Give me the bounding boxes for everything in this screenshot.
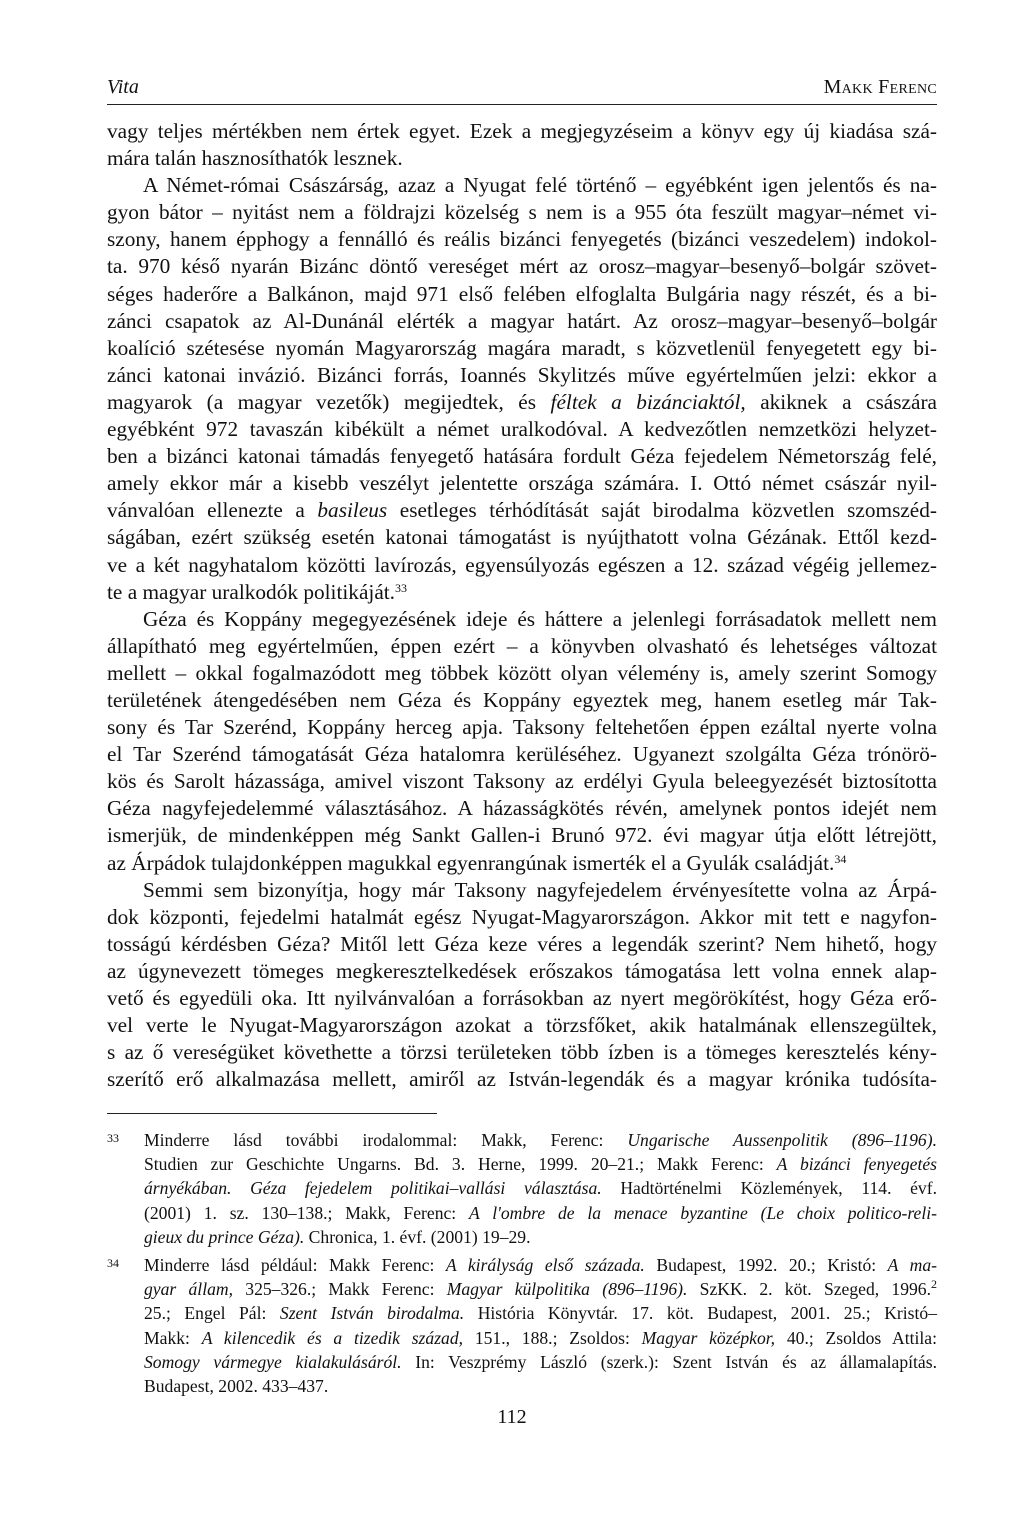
text-run: vánvalóan ellenezte a [107, 498, 318, 523]
text-run: esetleges térhódítását saját birodalma közvetlen szomszéd- [387, 498, 937, 523]
text-line: Géza és Koppány megegyezésének ideje és háttere a jelenlegi forrásadatok mellett nem [143, 606, 937, 631]
text-line: ben a bizánci katonai támadás fenyegető hatására fordult Géza fejedelem Németország felé, [107, 444, 937, 469]
italic-run: árnyékában. Géza fejedelem politikai–vallási választása. [144, 1178, 602, 1199]
text-run: Hadtörténelmi Közlemények, 114. évf. [601, 1178, 937, 1199]
text-line: kös és Sarolt házassága, amivel viszont Taksony az erdélyi Gyula beleegyezését biztosította [107, 769, 937, 794]
text-line: ságában, ezért szükség esetén katonai támogatást is nyújthatott volna Gézának. Ettől kezd- [107, 525, 937, 550]
italic-run: A királyság első százada. [445, 1255, 645, 1276]
header-author: Makk Ferenc [823, 76, 937, 98]
text-line: mára talán hasznosíthatók lesznek. [107, 146, 403, 171]
text-run: Makk: [144, 1327, 202, 1348]
text-run: te a magyar uralkodók politikáját. [107, 579, 396, 604]
paragraph [107, 877, 937, 1094]
text-line: területének átengedésében nem Géza és Koppány egyeztek meg, hanem esetleg már Tak- [107, 687, 937, 712]
text-line [107, 497, 937, 524]
text-line: az úgynevezett tömeges megkeresztelkedések erőszakos támogatása lett volna ennek alap- [107, 958, 937, 983]
text-run: akiknek a császára [745, 389, 937, 414]
text-line: koalíció szétesése nyomán Magyarország magára maradt, s közvetlenül fenyegetett egy bi- [107, 335, 937, 360]
text-run: 151., 188.; Zsoldos: [463, 1327, 642, 1348]
italic-run: A bizánci fenyegetés [776, 1154, 938, 1175]
edition-superscript: 2 [931, 1277, 938, 1292]
text-line: mellett – okkal fogalmazódott meg többek között olyan vélemény is, amely szerint Somogy [107, 660, 937, 685]
text-run: Minderre lásd további irodalommal: Makk, Ferenc: [144, 1130, 628, 1150]
text-line: séges haderőre a Balkánon, majd 971 első felében elfoglalta Bulgária nagy részét, és a bi- [107, 281, 937, 306]
text-run: magyarok (a magyar vezetők) megijedtek, és [107, 389, 551, 414]
text-run: 25.; Engel Pál: [144, 1303, 280, 1324]
footnote-ref-33[interactable]: 33 [395, 580, 408, 595]
header-section-label: Vita [107, 76, 139, 98]
text-line: Semmi sem bizonyítja, hogy már Taksony nagyfejedelem érvényesítette volna az Árpá- [143, 877, 937, 902]
footnote-number: 34 [107, 1256, 119, 1271]
text-line: dok központi, fejedelmi hatalmát egész Nyugat-Magyarországon. Akkor mit tett e nagyfon- [107, 904, 937, 929]
text-run: (2001) 1. sz. 130–138.; Makk, Ferenc: [144, 1202, 469, 1223]
footnote-line [144, 1350, 937, 1374]
text-run: História Könyvtár. 17. köt. Budapest, 2001. 25.; Kristó– [464, 1303, 938, 1324]
footnote-line [144, 1201, 937, 1225]
text-line: gyon bátor – nyitást nem a földrajzi közelség s nem is a 955 óta feszült magyar–német vi- [107, 200, 937, 225]
footnote-line [144, 1152, 937, 1176]
text-line: vagy teljes mértékben nem értek egyet. Ezek a megjegyzéseim a könyv egy új kiadása szá- [107, 119, 937, 143]
italic-run: gieux du prince Géza). [144, 1226, 305, 1247]
footnotes [107, 1128, 937, 1402]
text-line: ve a két nagyhatalom közötti lavírozás, egyensúlyozás egészen a 12. század végéig jellemez- [107, 552, 937, 577]
italic-run: Szent István birodalma. [279, 1303, 465, 1324]
text-line: szony, hanem épphogy a fennálló és reális bizánci fenyegetés (bizánci veszedelem) indokol- [107, 227, 937, 252]
text-line: zánci csapatok az Al-Dunánál elérték a magyar határt. Az orosz–magyar–besenyő–bolgár [107, 308, 937, 333]
text-line: A Német-római Császárság, azaz a Nyugat felé történő – egyébként igen jelentős és na- [143, 173, 937, 198]
italic-run: basileus [317, 498, 388, 523]
footnote-line [144, 1128, 937, 1152]
text-run: 325–326.; Makk Ferenc: [233, 1279, 447, 1300]
footnote-number: 33 [107, 1131, 119, 1145]
text-run: SzKK. 2. köt. Szeged, 1996. [687, 1279, 932, 1300]
italic-run: Somogy vármegye kialakulásáról. [144, 1351, 402, 1372]
text-line: zánci katonai invázió. Bizánci forrás, Ioannés Skylitzés műve egyértelműen jelzi: ekkor a [107, 362, 937, 387]
page-number: 112 [497, 1406, 527, 1428]
text-line: egyébként 972 tavaszán kibékült a német uralkodóval. A kedvezőtlen nemzetközi helyzet- [107, 417, 937, 442]
italic-run: féltek a bizánciaktól, [550, 389, 746, 414]
text-line [107, 389, 937, 416]
text-line: amely ekkor már a kisebb veszélyt jelentette országa számára. I. Ottó német császár nyil- [107, 471, 937, 496]
text-line [107, 850, 937, 877]
italic-run: A ma- [887, 1255, 937, 1276]
text-line: állapítható meg egyértelműen, éppen ezért – a könyvben olvasható és lehetséges változat [107, 633, 937, 658]
footnote-line [144, 1277, 937, 1301]
text-run: Minderre lásd például: Makk Ferenc: [144, 1255, 446, 1276]
text-line: Géza nagyfejedelemmé választásához. A házasságkötés révén, amelynek pontos idejét nem [107, 796, 937, 821]
running-header [107, 74, 937, 105]
footnote-line: Budapest, 2002. 433–437. [144, 1376, 329, 1397]
main-text [107, 118, 937, 1093]
italic-run: A l'ombre de la menace byzantine (Le choix politico-reli- [469, 1202, 937, 1223]
footnote-33 [107, 1128, 937, 1249]
italic-run: Magyar középkor, [641, 1327, 776, 1348]
paragraph [107, 172, 937, 606]
text-line: vető és egyedüli oka. Itt nyilvánvalóan a forrásokban az nyert megörökítést, hogy Géza erő- [107, 986, 937, 1010]
footnote-ref-34[interactable]: 34 [834, 851, 847, 866]
text-run: az Árpádok tulajdonképpen magukkal egyenrangúnak ismerték el a Gyulák családját. [107, 850, 835, 875]
text-run: 40.; Zsoldos Attila: [775, 1327, 938, 1348]
footnote-line [144, 1301, 937, 1325]
text-line [107, 579, 937, 606]
footnote-line [144, 1176, 937, 1200]
italic-run: gyar állam, [144, 1279, 233, 1300]
text-run: In: Veszprémy László (szerk.): Szent István és az államalapítás. [401, 1351, 937, 1372]
text-line: s az ő vereségüket követhette a törzsi területeken több ízben is a tömeges keresztelés kény- [107, 1040, 937, 1065]
footnote-line [144, 1225, 937, 1249]
text-line: tosságú kérdésben Géza? Mitől lett Géza keze véres a legendák szerint? Nem hihető, hogy [107, 931, 937, 956]
footnote-divider [107, 1113, 437, 1114]
italic-run: Ungarische Aussenpolitik (896–1196). [627, 1130, 937, 1150]
footnote-34 [107, 1253, 937, 1398]
footnote-line [144, 1253, 937, 1277]
text-run: Budapest, 1992. 20.; Kristó: [644, 1255, 888, 1276]
text-run: Chronica, 1. évf. (2001) 19–29. [304, 1226, 531, 1247]
italic-run: A kilencedik és a tizedik század, [201, 1327, 464, 1348]
text-line: sony és Tar Szerénd, Koppány herceg apja. Taksony feltehetően éppen ezáltal nyerte volna [107, 715, 937, 740]
text-line: ismerjük, de mindenképpen még Sankt Gallen-i Brunó 972. évi magyar útja előtt létrejött, [107, 823, 937, 848]
text-line: ta. 970 késő nyarán Bizánc döntő vereséget mért az orosz–magyar–besenyő–bolgár szövet- [107, 254, 937, 279]
text-run: Studien zur Geschichte Ungarns. Bd. 3. Herne, 1999. 20–21.; Makk Ferenc: [144, 1154, 777, 1175]
text-line: vel verte le Nyugat-Magyarországon azokat a törzsfőket, akik hatalmának ellenszegültek, [107, 1013, 937, 1038]
footnote-line [144, 1326, 937, 1350]
paragraph [107, 606, 937, 877]
italic-run: Magyar külpolitika (896–1196). [446, 1279, 688, 1300]
text-line: el Tar Szerénd támogatását Géza hatalomra kerüléséhez. Ugyanezt szolgálta Géza trónörö- [107, 742, 937, 767]
paragraph [107, 118, 937, 172]
text-line: szerítő erő alkalmazása mellett, amiről az István-legendák és a magyar krónika tudósíta- [107, 1067, 937, 1092]
